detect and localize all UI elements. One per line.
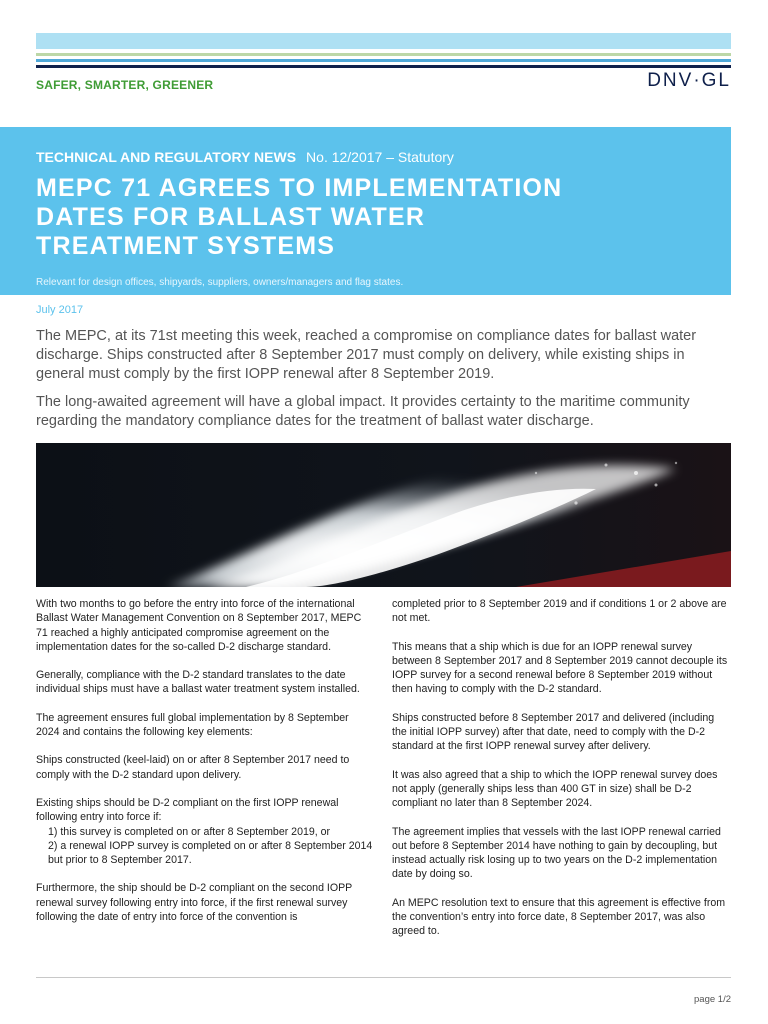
body-paragraph: An MEPC resolution text to ensure that this agreement is effective from the convention’s entry into force date, 8 September 2017, was also agreed to. <box>392 896 726 938</box>
title-banner <box>0 127 731 295</box>
body-paragraph: The agreement implies that vessels with the last IOPP renewal carried out before 8 September 2014 have nothing to gain by decoupling, but instead actually risk losing up to two years on the D-2 implementation date by doing so. <box>392 825 721 881</box>
condition-item: 2) a renewal IOPP survey is completed on or after 8 September 2014 but prior to 8 September 2017. <box>48 839 373 867</box>
body-paragraph: The agreement ensures full global implementation by 8 September 2024 and contains the following key elements: <box>36 711 349 739</box>
body-paragraph: Generally, compliance with the D-2 standard translates to the date individual ships must have a ballast water treatment system installed. <box>36 669 360 696</box>
condition-item: 1) this survey is completed on or after 8 September 2019, or <box>48 825 331 838</box>
headline-line: MEPC 71 AGREES TO IMPLEMENTATION <box>36 174 563 202</box>
body-paragraph: completed prior to 8 September 2019 and if conditions 1 or 2 above are not met. <box>392 598 727 625</box>
header-stripe-blue <box>36 59 731 62</box>
body-paragraph: Ships constructed (keel-laid) on or after 8 September 2017 need to comply with the D-2 standard upon delivery. <box>36 754 350 781</box>
page-number: page 1/2 <box>694 994 731 1005</box>
header-stripe-navy <box>36 65 731 68</box>
intro-paragraph: The long-awaited agreement will have a global impact. It provides certainty to the maritime community regarding the mandatory compliance dates for the treatment of ballast water discharge. <box>36 394 690 429</box>
header-stripe-light <box>36 33 731 49</box>
news-series-label: TECHNICAL AND REGULATORY NEWS <box>36 149 297 165</box>
header-stripe-green <box>36 53 731 56</box>
body-paragraph: This means that a ship which is due for an IOPP renewal survey between 8 September 2017 and 8 September 2019 cannot decouple its IOPP survey for a second renewal before 8 September 2019 without then having to comply with the D-2 standard. <box>392 640 728 696</box>
headline-line: TREATMENT SYSTEMS <box>36 232 336 260</box>
intro-paragraph: The MEPC, at its 71st meeting this week, reached a compromise on compliance dates for ballast water discharge. Ships constructed after 8 September 2017 must comply on delivery, while existing ships in general must comply by the first IOPP renewal after 8 September 2019. <box>36 328 697 382</box>
headline-line: DATES FOR BALLAST WATER <box>36 203 426 231</box>
body-paragraph: With two months to go before the entry into force of the international Ballast Water Management Convention on 8 September 2017, MEPC 71 reached a highly anticipated compromise agreement on the implementation dates for the so-called D-2 discharge standard. <box>36 598 362 653</box>
footer-divider <box>36 977 731 978</box>
issue-number: No. 12/2017 – Statutory <box>306 149 454 165</box>
water-spray-illustration <box>36 443 731 587</box>
news-kicker <box>36 149 454 165</box>
water-spray-photo <box>36 443 731 587</box>
dnvgl-logo: DNV·GL <box>647 70 731 91</box>
tagline: SAFER, SMARTER, GREENER <box>36 78 214 92</box>
body-column-left <box>36 597 374 938</box>
body-paragraph: Furthermore, the ship should be D-2 compliant on the second IOPP renewal survey following entry into force, if the first renewal survey following the date of entry into force of the convention is <box>36 882 353 924</box>
body-paragraph: It was also agreed that a ship to which the IOPP renewal survey does not apply (generally ships less than 400 GT in size) shall be D-2 compliant no later than 8 September 2024. <box>392 768 718 810</box>
body-paragraph: Ships constructed before 8 September 2017 and delivered (including the initial IOPP survey) after that date, need to comply with the D-2 standard at the first IOPP renewal survey after delivery. <box>392 711 715 753</box>
relevance-note: Relevant for design offices, shipyards, suppliers, owners/managers and flag states. <box>36 277 404 288</box>
headline <box>36 174 726 261</box>
body-paragraph: Existing ships should be D-2 compliant on the first IOPP renewal following entry into force if: <box>36 796 339 824</box>
body-column-right <box>392 597 730 953</box>
publication-date: July 2017 <box>36 304 84 316</box>
